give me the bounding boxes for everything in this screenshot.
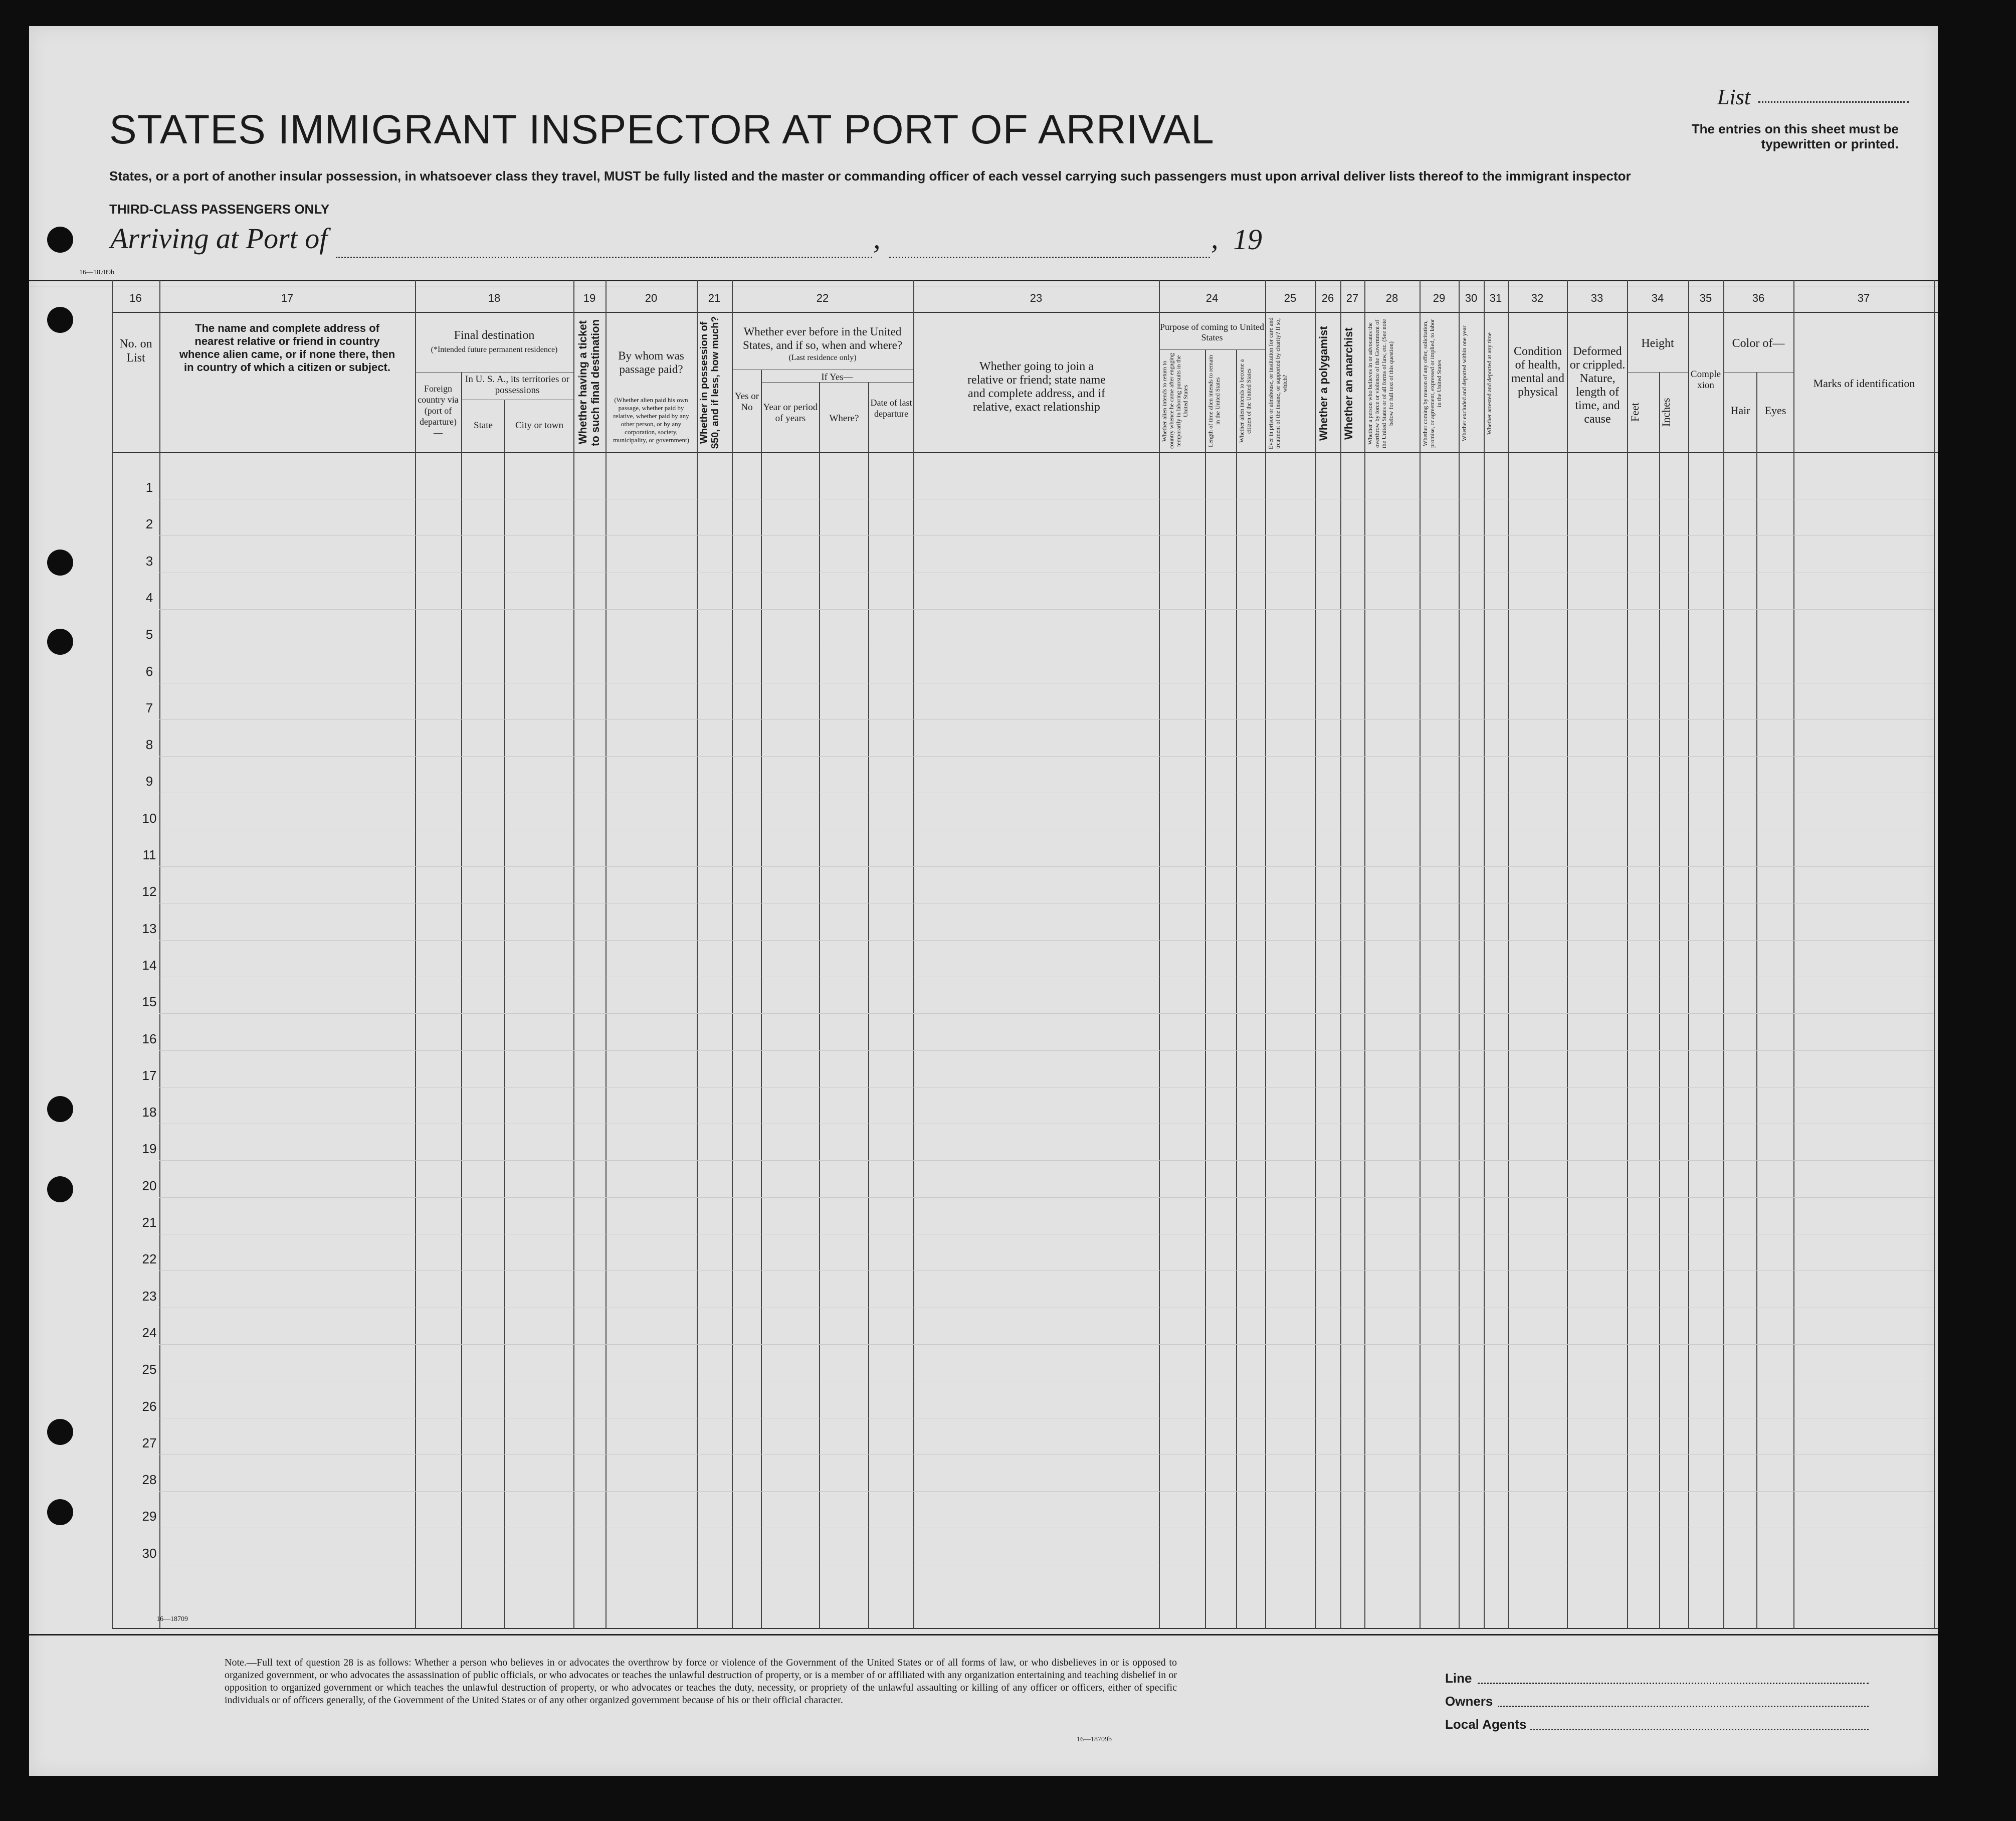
row-number: 14 — [142, 957, 157, 973]
table-bottom-outer — [29, 1634, 1938, 1635]
col36-title: Color of— — [1732, 337, 1785, 350]
col32-header: Condition of health, mental and physical — [1511, 345, 1564, 399]
col-line — [1340, 280, 1341, 1628]
row-number: 16 — [142, 1031, 157, 1046]
col-line — [868, 382, 869, 1628]
col21-header: Whether in possession of $50, and if less, how much? — [699, 316, 721, 449]
row-rule — [159, 940, 1934, 941]
list-number-field[interactable] — [1758, 101, 1909, 103]
row-rule — [159, 866, 1934, 867]
col-line — [461, 372, 462, 1628]
form-code-top: 16—18709b — [79, 269, 114, 276]
col-line — [1159, 280, 1160, 1628]
row-number: 13 — [142, 921, 157, 936]
row-rule — [159, 1454, 1934, 1455]
arriving-label: Arriving at Port of — [110, 222, 328, 255]
col-line — [1205, 349, 1206, 1628]
col-line — [913, 280, 914, 1628]
local-agents-field[interactable] — [1530, 1729, 1869, 1730]
row-number: 12 — [142, 884, 157, 899]
col36-eyes: Eyes — [1764, 404, 1786, 417]
col22-where: Where? — [829, 413, 859, 424]
row-number: 29 — [142, 1509, 157, 1524]
col-line — [1627, 280, 1628, 1628]
col17-header: The name and complete address of nearest relative or friend in country whence alien came, or if none there, then in country of which a citizen or subject. — [179, 322, 395, 374]
question-28-note: Note.—Full text of question 28 is as follows: Whether a person who believes in or advocates the overthrow by force or violence of the Government of the United States or of all forms of law, or who disbelieves in or is opposed to organized government, or who advocates the assassination of public officials, or who advocates or teaches the unlawful destruction of property, or is a member of or affiliated with any organization entertaining and teaching disbelief in or opposition to organized government or which teaches the unlawful destruction of property, or who advocates or teaches the duty, necessity, or propriety of the unlawful assaulting or killing of any officer or officers, either of specific individuals or of officers generally, of the Government of the United States or of any other organized government because of his or their official character. — [225, 1657, 1177, 1706]
table-bottom-border — [112, 1628, 1938, 1629]
row-number: 1 — [145, 480, 153, 495]
form-code-bottom: 16—18709 — [156, 1615, 188, 1623]
row-rule — [159, 1197, 1934, 1198]
col-line — [819, 382, 820, 1628]
row-number: 2 — [145, 516, 153, 532]
col28-header: Whether a person who believes in or advocates the overthrow by force or violence of the Government of the United States or of all forms of law, etc. (See note below for full text of this question) — [1366, 319, 1394, 448]
col37-header: Marks of identification — [1813, 377, 1915, 390]
year-prefix: 19 — [1233, 223, 1262, 256]
col19-header: Whether having a ticket to such final destination — [576, 319, 601, 446]
row-rule — [159, 1270, 1934, 1271]
column-number: 36 — [1752, 292, 1765, 304]
col-line — [761, 370, 762, 1628]
col24-length: Length of time alien intends to remain in the United States — [1207, 355, 1221, 447]
line-label: Line — [1445, 1671, 1472, 1686]
row-number: 19 — [142, 1141, 157, 1157]
col34-inches: Inches — [1660, 398, 1672, 427]
class-line: THIRD-CLASS PASSENGERS ONLY — [109, 202, 330, 217]
column-number: 16 — [129, 292, 142, 304]
col20-subtitle: (Whether alien paid his own passage, whether paid by relative, whether paid by any other person, or by any corporation, society, municipality, or government) — [613, 396, 689, 444]
col22-yesno: Yes or No — [734, 391, 759, 413]
col29-header: Whether coming by reason of any offer, solicitation, promise, or agreement, expressed or implied, to labor in the United States — [1422, 319, 1443, 448]
col-line — [112, 280, 113, 1628]
col22-title: Whether ever before in the United States, and if so, when and where? — [742, 325, 903, 351]
row-number: 26 — [142, 1398, 157, 1414]
col25-header: Ever in prison or almshouse, or institution for care and treatment of the insane, or supported by charity? If so, which? — [1267, 317, 1288, 450]
column-number: 26 — [1321, 292, 1334, 304]
line-field[interactable] — [1478, 1683, 1869, 1684]
col-line — [1688, 280, 1689, 1628]
local-agents-label: Local Agents — [1445, 1717, 1527, 1732]
row-rule — [159, 535, 1934, 536]
punch-hole — [47, 550, 73, 576]
punch-hole — [47, 1176, 73, 1202]
col-line — [573, 280, 574, 1628]
col20-title: By whom was passage paid? — [618, 349, 684, 376]
row-number: 3 — [145, 553, 153, 569]
row-rule — [159, 1491, 1934, 1492]
row-number: 7 — [145, 700, 153, 715]
manifest-sheet — [29, 26, 1938, 1776]
form-title: STATES IMMIGRANT INSPECTOR AT PORT OF ARRIVAL — [109, 107, 1215, 152]
column-number: 34 — [1651, 292, 1664, 304]
punch-hole — [47, 227, 73, 253]
col-line — [1934, 280, 1935, 1628]
row-number: 30 — [142, 1545, 157, 1561]
row-number: 27 — [142, 1435, 157, 1450]
punch-hole — [47, 1419, 73, 1445]
col34-title: Height — [1641, 337, 1674, 350]
col22-subtitle: (Last residence only) — [788, 353, 857, 362]
row-number: 18 — [142, 1105, 157, 1120]
col24-return: Whether alien intends to return to country whence he came after engaging temporarily in laboring pursuits in the United States — [1161, 353, 1189, 449]
col18-usa: In U. S. A., its territories or possessions — [465, 374, 569, 396]
row-number: 5 — [145, 627, 153, 642]
col27-header: Whether an anarchist — [1342, 327, 1355, 440]
col18-subtitle: (*Intended future permanent residence) — [431, 345, 558, 354]
column-number: 24 — [1205, 292, 1219, 304]
col-line — [415, 280, 416, 1628]
row-number: 11 — [142, 847, 156, 862]
col22-year: Year or period of years — [763, 402, 818, 424]
punch-hole — [47, 1096, 73, 1122]
row-number: 25 — [142, 1362, 157, 1377]
row-number: 22 — [142, 1251, 157, 1267]
col18-state: State — [474, 420, 493, 431]
col18-foreign: Foreign country via (port of departure)— — [418, 384, 459, 438]
column-number: 28 — [1385, 292, 1398, 304]
comma-separator: , — [1211, 222, 1219, 255]
col-line — [697, 280, 698, 1628]
col36-hair: Hair — [1730, 404, 1750, 417]
col34-feet: Feet — [1629, 403, 1641, 422]
header-bottom-border — [112, 452, 1938, 453]
row-number: 8 — [145, 737, 153, 753]
column-number: 29 — [1433, 292, 1446, 304]
row-number: 15 — [142, 994, 157, 1010]
owners-label: Owners — [1445, 1694, 1493, 1709]
form-instructions: States, or a port of another insular possession, in whatsoever class they travel, MUST be fully listed and the master or commanding officer of each vessel carrying such passengers must upon arrival deliver lists thereof to the immigrant inspector — [109, 168, 1631, 184]
sub-divider — [1159, 349, 1265, 350]
col18-title: Final destination — [454, 329, 535, 342]
column-number: 35 — [1699, 292, 1712, 304]
col-line — [1420, 280, 1421, 1628]
col33-header: Deformed or crippled. Nature, length of time, and cause — [1569, 345, 1626, 426]
row-number: 24 — [142, 1325, 157, 1340]
port-field[interactable] — [336, 257, 872, 258]
row-rule — [159, 1013, 1934, 1014]
col22-date: Date of last departure — [870, 398, 912, 419]
row-rule — [159, 756, 1934, 757]
row-rule — [159, 1344, 1934, 1345]
row-number: 17 — [142, 1067, 157, 1083]
column-number: 19 — [583, 292, 596, 304]
col-line — [1484, 280, 1485, 1628]
col26-header: Whether a polygamist — [1317, 326, 1330, 441]
date-field[interactable] — [889, 257, 1210, 258]
row-number: 21 — [142, 1215, 157, 1230]
col18-city: City or town — [515, 420, 564, 431]
row-number: 20 — [142, 1178, 157, 1193]
table-top-border — [29, 280, 1938, 281]
col-line — [1364, 280, 1365, 1628]
column-number: 32 — [1531, 292, 1544, 304]
column-number: 37 — [1857, 292, 1870, 304]
col-line — [1265, 280, 1266, 1628]
column-number: 23 — [1030, 292, 1043, 304]
col16-header: No. on List — [119, 337, 152, 365]
col-line — [1315, 280, 1316, 1628]
col-line — [1793, 280, 1794, 1628]
column-number: 22 — [816, 292, 829, 304]
col-line — [1723, 280, 1724, 1628]
col23-header: Whether going to join a relative or friend; state name and complete address, and if relative, exact relationship — [967, 360, 1106, 414]
entries-note: The entries on this sheet must be typewritten or printed. — [1691, 121, 1899, 151]
column-number: 20 — [645, 292, 658, 304]
col30-header: Whether excluded and deported within one year — [1461, 325, 1468, 442]
col24-citizen: Whether alien intends to become a citizen of the United States — [1238, 359, 1252, 443]
row-rule — [159, 1160, 1934, 1161]
sub-divider — [1627, 372, 1688, 373]
col-line — [1459, 280, 1460, 1628]
col35-header: Complexion — [1690, 369, 1721, 391]
punch-hole — [47, 629, 73, 655]
row-rule — [159, 719, 1934, 720]
col-line — [1659, 372, 1660, 1628]
colnum-row-border — [112, 312, 1938, 313]
row-number: 28 — [142, 1472, 157, 1488]
row-number: 23 — [142, 1288, 157, 1304]
column-number: 27 — [1346, 292, 1359, 304]
punch-hole — [47, 1499, 73, 1525]
column-number: 31 — [1489, 292, 1502, 304]
list-label: List — [1717, 85, 1751, 109]
row-number: 9 — [145, 774, 153, 789]
form-code-note: 16—18709b — [1077, 1736, 1112, 1743]
row-rule — [159, 1050, 1934, 1051]
column-number: 21 — [708, 292, 721, 304]
comma-separator: , — [873, 222, 881, 255]
col24-title: Purpose of coming to United States — [1160, 322, 1264, 342]
row-number: 4 — [145, 590, 153, 605]
row-number: 10 — [142, 810, 157, 826]
col22-ifyes: If Yes— — [821, 372, 853, 383]
column-number: 17 — [281, 292, 294, 304]
row-rule — [159, 609, 1934, 610]
col-line — [1236, 349, 1237, 1628]
col-line — [732, 280, 733, 1628]
col-line — [1756, 372, 1757, 1628]
punch-hole — [47, 307, 73, 333]
col-line — [1508, 280, 1509, 1628]
col-line — [606, 280, 607, 1628]
column-number: 18 — [488, 292, 501, 304]
column-number: 33 — [1590, 292, 1603, 304]
column-number: 30 — [1465, 292, 1478, 304]
row-number: 6 — [145, 663, 153, 679]
sub-divider — [1723, 372, 1793, 373]
owners-field[interactable] — [1498, 1706, 1869, 1707]
sub-divider — [415, 372, 573, 373]
col-line — [1567, 280, 1568, 1628]
column-number: 25 — [1284, 292, 1297, 304]
col31-header: Whether arrested and deported at any time — [1486, 332, 1493, 435]
col-line — [504, 400, 505, 1628]
